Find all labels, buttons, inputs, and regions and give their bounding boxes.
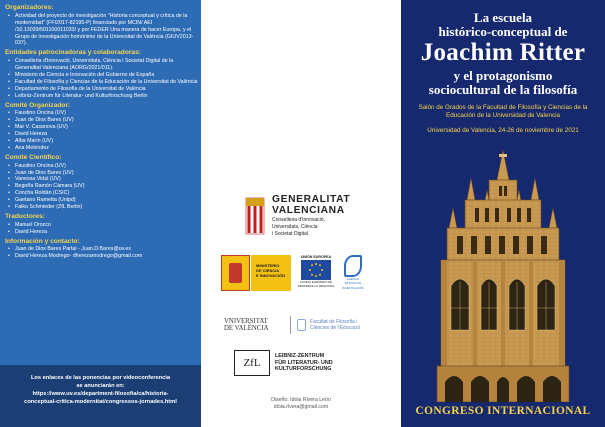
eu-flag-icon: [301, 260, 331, 280]
conselleria-name: Conselleria d'Innovació,: [272, 217, 325, 223]
eu-feder-logo: [297, 255, 335, 291]
zfl-mark: ZfL: [234, 350, 270, 376]
info-sections: [5, 4, 199, 262]
conselleria-name: i Societat Digital: [272, 231, 308, 237]
section-title: Comité Científico:: [5, 153, 62, 161]
ministerio-name: DE CIENCIA: [256, 267, 280, 273]
videoconference-notice: [0, 365, 201, 427]
list-item: • Juan de Dios Bares (UV): [5, 117, 199, 124]
universitat-name: VNIVERSITAT: [224, 317, 268, 325]
faculty-emblem-icon: [297, 319, 306, 331]
aei-caption: AGENCIA: [346, 277, 360, 281]
aei-emblem-icon: [344, 255, 362, 277]
section-title: Comité Organizador:: [5, 101, 71, 109]
notice-link[interactable]: https://www.uv.es/department-filosofia/ca/historia-: [32, 391, 169, 397]
dates-text: Universidad de Valencia, 24-26 de noviembre de 2021: [427, 127, 579, 134]
zfl-name: LEIBNIZ-ZENTRUM: [275, 353, 325, 360]
list-item: • Faustino Oncina (UV): [5, 163, 199, 170]
ministerio-name: MINISTERIO: [256, 263, 280, 268]
ministerio-logo: [221, 255, 366, 291]
spain-coat-of-arms-icon: [221, 255, 250, 291]
conselleria-name: Universitats, Ciència: [272, 224, 318, 230]
generalitat-name: GENERALITAT: [272, 194, 351, 205]
section-title: Traductores:: [5, 212, 45, 220]
list-item: • David Hereza: [5, 131, 199, 138]
feder-caption: FONDO EUROPEO DE: [300, 280, 332, 284]
venue-text: Salón de Grados de la Facultad de Filosofía y Ciencias de la Educación de la Universidad de Valencia: [418, 104, 588, 119]
title-line: sociocultural de la filosofía: [428, 82, 578, 97]
list-item: • Vanessa Vidal (UV): [5, 176, 199, 183]
designer-name: Diseño: Idoia Rivera León: [271, 397, 331, 403]
section-organizadores: [5, 4, 199, 47]
title-line: histórico-conceptual de: [438, 24, 568, 39]
sponsors-panel: [201, 0, 401, 427]
section-title: Entidades patrocinadoras y colaboradoras:: [5, 49, 141, 57]
design-credit: [201, 397, 401, 410]
list-item: • Facultad de Filosofía y Ciencias de la Educación de la Universitat de València: [5, 79, 199, 86]
contact-item[interactable]: • David Hereza Modrego- dherezamodrego@gmail.com: [5, 253, 199, 260]
feder-caption: DESARROLLO REGIONAL: [297, 284, 335, 288]
list-item: • Actividad del proyecto de investigación "Historia conceptual y crítica de la modernidad" (FFI2017-82195-P) financiado por MCIN/ AEI /10.13039/501100011033/ y por FEDER Una manera de hacer Europa, y el Grupo de investigación homónimo de la Universitat de València (GIUV2013-037).: [5, 13, 199, 48]
cover-panel: [401, 0, 605, 427]
section-title: Organizadores:: [5, 4, 54, 11]
list-item: • Gaetano Rametta (Unipd): [5, 197, 199, 204]
title-name: Joachim Ritter: [420, 39, 586, 66]
list-item: • Ministerio de Ciencia e Innovación del Gobierno de España: [5, 72, 199, 79]
eu-label: UNIÓN EUROPEA: [300, 255, 332, 259]
faculty-name: Facultat de Filosofia i: [310, 318, 358, 325]
list-item: • Alba Marín (UV): [5, 138, 199, 145]
section-comite-organizador: [5, 102, 199, 152]
title-line: y el protagonismo: [453, 68, 553, 83]
list-item: • Mar V. Casanova (UV): [5, 124, 199, 131]
section-list: [5, 222, 199, 236]
list-item: • Departamento de Filosofía de la Universitat de València: [5, 86, 199, 93]
aei-caption: INVESTIGACIÓN: [342, 285, 364, 290]
notice-link[interactable]: conceptual-critica-modernitat/congressos-jornades.html: [24, 399, 177, 405]
notice-text: se anunciarán en:: [76, 383, 125, 389]
universitat-name: DE VALÈNCIA: [224, 325, 269, 332]
section-list: [5, 110, 199, 151]
list-item: • Ana Meléndez: [5, 145, 199, 152]
list-item: • David Hereza: [5, 229, 199, 236]
generalitat-logo: [244, 194, 350, 237]
zfl-logo: [234, 350, 355, 376]
zfl-name: KULTURFORSCHUNG: [275, 366, 332, 373]
aei-caption: ESTATAL DE: [344, 281, 362, 286]
aei-logo: [340, 255, 366, 291]
section-title: Información y contacto:: [5, 237, 80, 245]
universitat-logo: [224, 316, 396, 334]
section-list: [5, 246, 199, 260]
section-list: [5, 13, 199, 48]
faculty-name: Ciències de l'Educació: [310, 325, 361, 331]
generalitat-name: VALENCIANA: [272, 205, 345, 216]
section-list: [5, 58, 199, 99]
zfl-name: FÜR LITERATUR- UND: [275, 359, 333, 366]
title-line: La escuela: [473, 10, 533, 25]
notice-text: Los enlaces de las ponencias por videoconferencia: [30, 375, 171, 381]
section-traductores: [5, 213, 199, 236]
list-item: • Falko Schmieder (ZfL Berlin): [5, 204, 199, 211]
list-item: • Concha Roldán (CSIC): [5, 190, 199, 197]
info-panel: [0, 0, 201, 427]
logo-divider: [290, 316, 291, 334]
list-item: • Begoña Ramón Cámara (UV): [5, 183, 199, 190]
section-entidades: [5, 49, 199, 99]
ministerio-name: E INNOVACIÓN: [256, 272, 286, 278]
list-item: • Manuel Orozco: [5, 222, 199, 229]
section-informacion: [5, 238, 199, 261]
contact-item[interactable]: • Juan de Dios Bares Partal - Juan.D.Bares@uv.es: [5, 246, 199, 253]
designer-email[interactable]: idoia.rivera@gmail.com: [273, 403, 329, 410]
list-item: • Faustino Oncina (UV): [5, 110, 199, 117]
generalitat-emblem-icon: [244, 197, 266, 235]
section-comite-cientifico: [5, 154, 199, 211]
list-item: • Juan de Dios Bares (UV): [5, 170, 199, 177]
section-list: [5, 163, 199, 211]
list-item: • Conselleria d'Innovació, Universitats, Ciència i Societat Digital de la Generalitat Valenciana (AORG/2021/011).: [5, 58, 199, 72]
list-item: • Leibniz-Zentrum für Literatur- und Kulturforschung Berlin: [5, 93, 199, 100]
congress-label: CONGRESO INTERNACIONAL: [415, 405, 591, 417]
gothic-building-illustration: [433, 150, 573, 402]
